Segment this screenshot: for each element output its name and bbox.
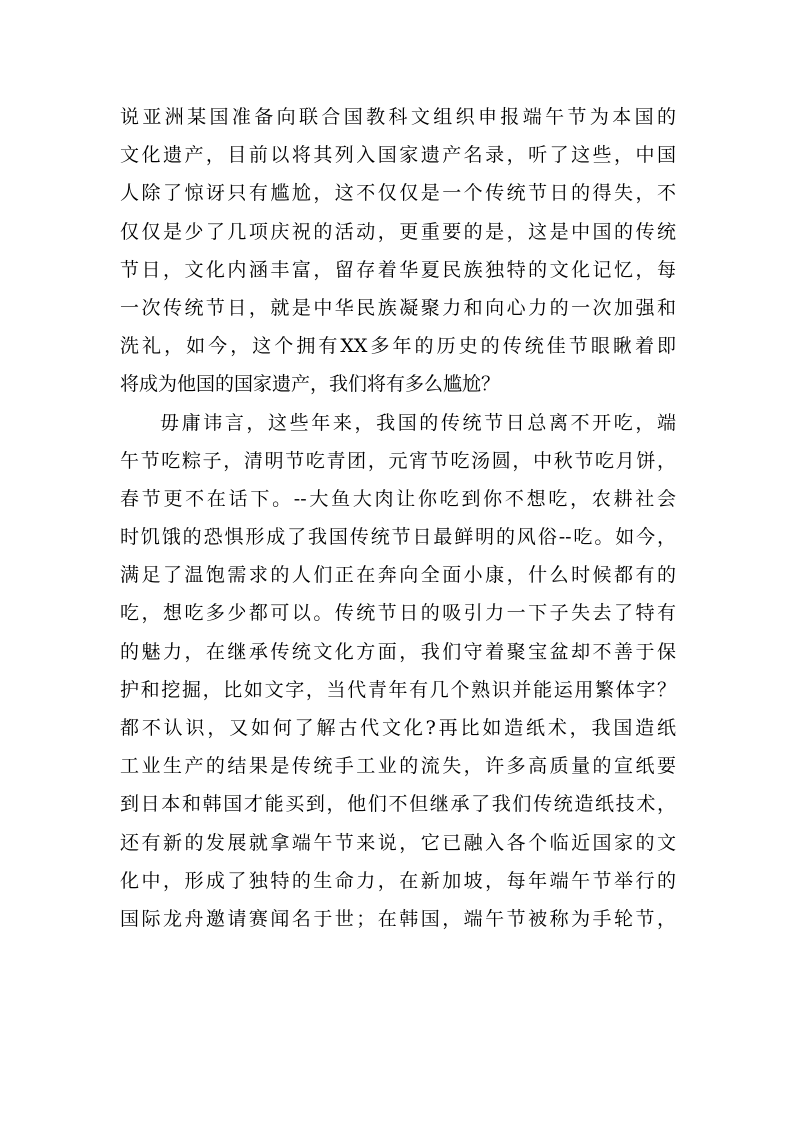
paragraph-end-line: 将成为他国的国家遗产，我们将有多么尴尬？ [120, 373, 501, 396]
text-line: 的魅力，在继承传统文化方面，我们守着聚宝盆却不善于保 [120, 640, 676, 663]
text-line: 仅仅是少了几项庆祝的活动，更重要的是，这是中国的传统 [120, 220, 676, 243]
text-line: 春节更不在话下。--大鱼大肉让你吃到你不想吃，农耕社会 [120, 487, 676, 510]
text-line: 还有新的发展就拿端午节来说，它已融入各个临近国家的文 [120, 831, 676, 854]
text-line: 吃，想吃多少都可以。传统节日的吸引力一下子失去了特有 [120, 602, 676, 625]
text-line: 洗礼，如今，这个拥有XX多年的历史的传统佳节眼瞅着即 [120, 335, 676, 358]
text-line: 满足了温饱需求的人们正在奔向全面小康，什么时候都有的 [120, 564, 676, 587]
text-line: 国际龙舟邀请赛闻名于世；在韩国，端午节被称为手轮节， [120, 907, 676, 930]
text-line: 说亚洲某国准备向联合国教科文组织申报端午节为本国的 [120, 106, 676, 128]
text-line: 文化遗产，目前以将其列入国家遗产名录，听了这些，中国 [120, 144, 676, 167]
text-line: 到日本和韩国才能买到，他们不但继承了我们传统造纸技术， [120, 793, 676, 816]
text-line: 都不认识，又如何了解古代文化?再比如造纸术，我国造纸 [120, 717, 676, 739]
text-line: 人除了惊讶只有尴尬，这不仅仅是一个传统节日的得失，不 [120, 182, 676, 205]
text-line: 工业生产的结果是传统手工业的流失，许多高质量的宣纸要 [120, 755, 676, 778]
body-text [120, 98, 676, 938]
text-line: 化中，形成了独特的生命力，在新加坡，每年端午节举行的 [120, 869, 676, 892]
text-line: 节日，文化内涵丰富，留存着华夏民族独特的文化记忆，每 [120, 258, 676, 281]
paragraph-first-line: 毋庸讳言，这些年来，我国的传统节日总离不开吃，端 [160, 411, 676, 434]
text-line: 午节吃粽子，清明节吃青团，元宵节吃汤圆，中秋节吃月饼， [120, 449, 676, 472]
text-line: 一次传统节日，就是中华民族凝聚力和向心力的一次加强和 [120, 296, 676, 319]
text-line: 护和挖掘，比如文字，当代青年有几个熟识并能运用繁体字？ [120, 678, 676, 701]
text-line: 时饥饿的恐惧形成了我国传统节日最鲜明的风俗--吃。如今， [120, 526, 676, 549]
